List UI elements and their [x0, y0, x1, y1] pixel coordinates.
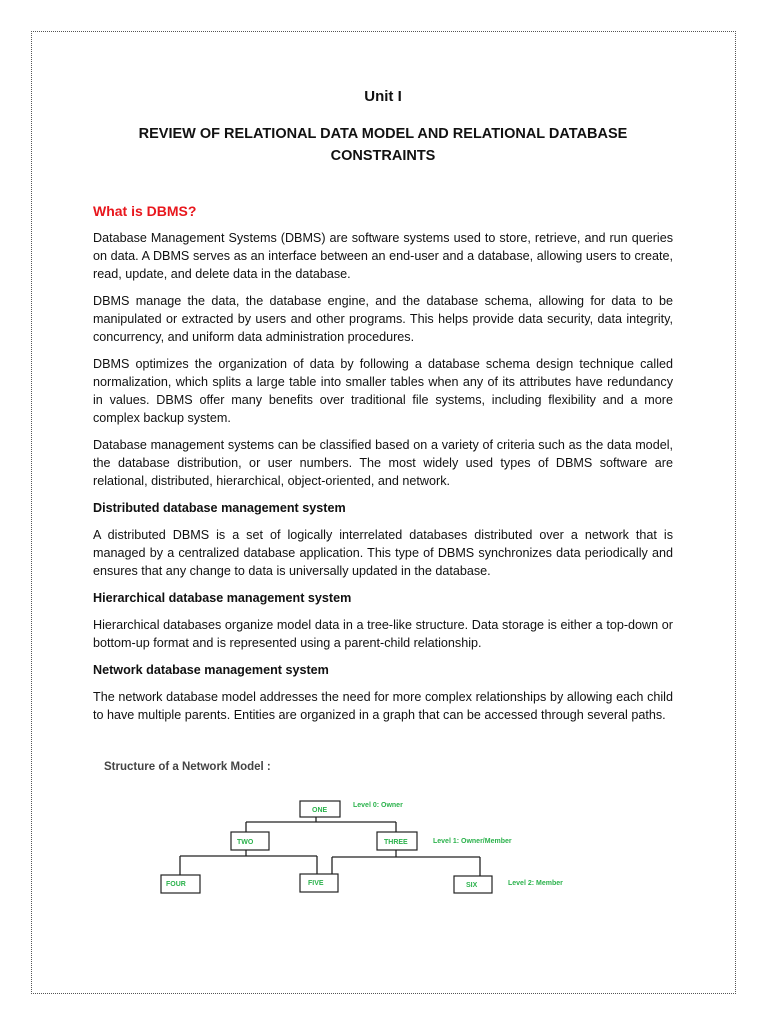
paragraph-4: Database management systems can be classified based on a variety of criteria such as the data model, the database distribution, or user numbers. The most widely used types of DBMS software are relational, distributed, hierarchical, object-oriented, and network.: [93, 438, 673, 488]
network-model-diagram: [100, 756, 570, 896]
node-four-label: FOUR: [166, 881, 186, 888]
diagram-connectors: [180, 817, 480, 876]
network-model-figure: [100, 756, 570, 896]
hierarchical-heading: Hierarchical database management system: [93, 591, 352, 605]
section-heading-what-is-dbms: What is DBMS?: [93, 203, 197, 219]
network-heading: Network database management system: [93, 663, 329, 677]
distributed-heading: Distributed database management system: [93, 501, 346, 515]
level-0-label: Level 0: Owner: [353, 802, 403, 809]
figure-title: Structure of a Network Model :: [104, 761, 271, 773]
network-text: The network database model addresses the need for more complex relationships by allowing each child to have multiple parents. Entities are organized in a graph that can be accessed through several paths.: [93, 690, 673, 722]
unit-label: Unit I: [364, 88, 402, 105]
node-six-label: SIX: [466, 882, 478, 889]
document-title: [93, 123, 673, 167]
paragraph-3: DBMS optimizes the organization of data by following a database schema design technique called normalization, which splits a large table into smaller tables when any of its attributes have redundancy in values. DBMS offer many benefits over traditional file systems, including flexibility and a more complex backup system.: [93, 357, 673, 425]
node-two-label: TWO: [237, 839, 254, 846]
paragraph-2: DBMS manage the data, the database engine, and the database schema, allowing for data to be manipulated or extracted by users and other programs. This helps provide data security, data integrity, concurrency, and uniform data administration procedures.: [93, 294, 673, 344]
level-1-label: Level 1: Owner/Member: [433, 838, 512, 845]
node-five-label: FIVE: [308, 880, 324, 887]
node-three-label: THREE: [384, 839, 408, 846]
title-line-2: CONSTRAINTS: [330, 148, 436, 164]
paragraph-1: Database Management Systems (DBMS) are software systems used to store, retrieve, and run queries on data. A DBMS serves as an interface between an end-user and a database, allowing users to create, read, update, and delete data in the database.: [93, 231, 673, 281]
title-line-1: REVIEW OF RELATIONAL DATA MODEL AND RELATIONAL DATABASE: [138, 126, 628, 142]
level-2-label: Level 2: Member: [508, 880, 563, 887]
distributed-text: A distributed DBMS is a set of logically interrelated databases distributed over a network that is managed by a centralized database application. This type of DBMS synchronizes data periodically and ensures that any change to data is universally updated in the database.: [93, 528, 673, 578]
hierarchical-text: Hierarchical databases organize model data in a tree-like structure. Data storage is either a top-down or bottom-up format and is represented using a parent-child relationship.: [93, 618, 673, 650]
node-one-label: ONE: [312, 807, 328, 814]
document-body: [93, 88, 673, 733]
